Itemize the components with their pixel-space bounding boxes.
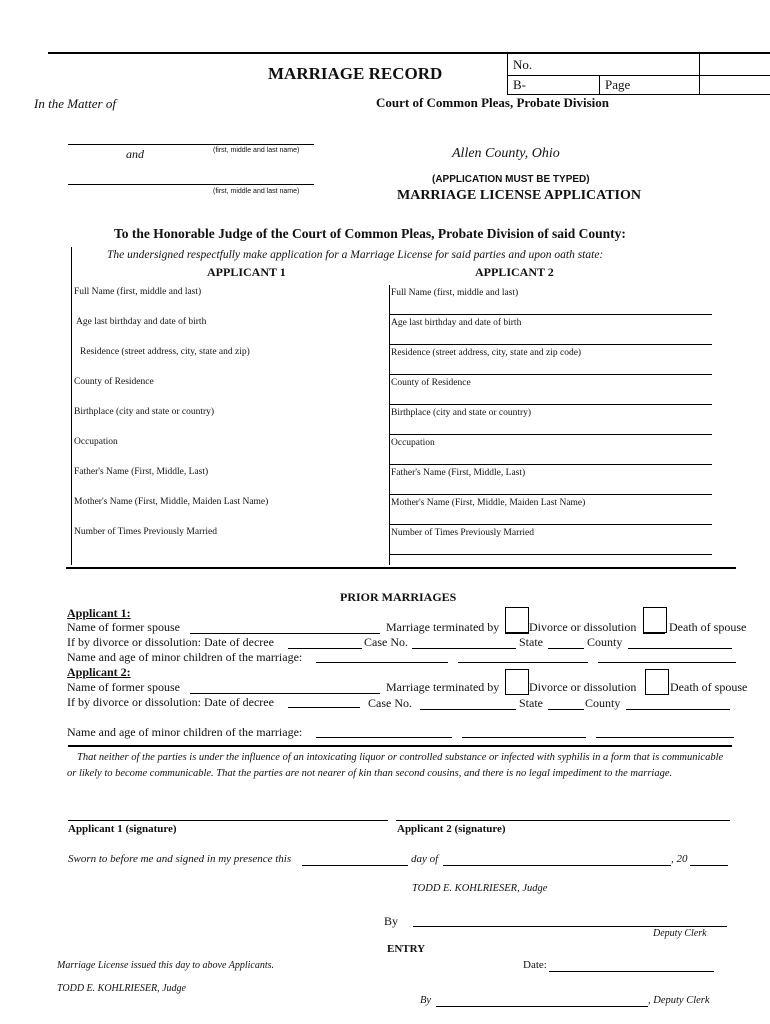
app1-death-line	[643, 633, 665, 634]
applicant1-signature-line[interactable]	[68, 820, 388, 821]
in-matter-label: In the Matter of	[34, 96, 116, 111]
prior-app1-heading: Applicant 1:	[67, 606, 131, 620]
app2-former-spouse-label: Name of former spouse	[67, 680, 180, 694]
applicant2-field-line[interactable]	[389, 524, 712, 525]
app1-decree-label: If by divorce or dissolution: Date of decree	[67, 635, 274, 649]
record-box-divider	[507, 75, 770, 76]
applicant1-name-line[interactable]	[68, 144, 314, 145]
oath-text: That neither of the parties is under the influence of an intoxicating liquor or controlled substance or infected with syphilis in a form that is communicable or likely to become communicable. That the parties are not nearer of kin than second cousins, and there is no legal impediment to the marriage.	[67, 752, 724, 779]
judge-name-2: TODD E. KOHLRIESER, Judge	[57, 983, 186, 994]
county-label: Allen County, Ohio	[452, 146, 560, 161]
app2-divorce-checkbox[interactable]	[505, 669, 529, 695]
by-signature-line[interactable]	[413, 926, 727, 927]
undersigned-line: The undersigned respectfully make application for a Marriage License for said parties and upon oath state:	[107, 249, 604, 261]
prior-marriages-title: PRIOR MARRIAGES	[340, 590, 457, 604]
app1-decree-line[interactable]	[288, 648, 362, 649]
date-label: Date:	[523, 959, 547, 971]
entry-heading: ENTRY	[387, 943, 426, 955]
applicant1-field-label: Full Name (first, middle and last)	[74, 287, 202, 297]
and-label: and	[126, 147, 144, 161]
court-name: Court of Common Pleas, Probate Division	[376, 95, 610, 110]
applicant2-field-line[interactable]	[389, 374, 712, 375]
applicant2-field-line[interactable]	[389, 434, 712, 435]
app1-state-line[interactable]	[548, 648, 584, 649]
sworn-year-line[interactable]	[690, 865, 728, 866]
applicant1-field-label: Father's Name (First, Middle, Last)	[74, 467, 209, 477]
applicant2-field-line[interactable]	[389, 404, 712, 405]
app1-children-line-1[interactable]	[316, 662, 448, 663]
applicant2-field-line[interactable]	[389, 314, 712, 315]
app2-caseno-line[interactable]	[420, 709, 516, 710]
applicant2-field-line[interactable]	[389, 554, 712, 555]
applicant2-field-label: Full Name (first, middle and last)	[391, 288, 519, 298]
app2-county-line[interactable]	[626, 709, 730, 710]
app1-state-label: State	[519, 635, 543, 649]
app1-children-line-3[interactable]	[598, 662, 736, 663]
applicant2-field-label: County of Residence	[391, 378, 471, 388]
sworn-label: Sworn to before me and signed in my presence this	[68, 853, 292, 865]
applicant1-field-label: Residence (street address, city, state and zip)	[80, 347, 250, 357]
applicant2-field-label: Residence (street address, city, state and zip code)	[391, 348, 582, 358]
by-signature-line-2[interactable]	[436, 1006, 648, 1007]
app1-death-label: Death of spouse	[669, 620, 747, 634]
applicant1-signature-label: Applicant 1 (signature)	[68, 823, 177, 835]
form-title: MARRIAGE LICENSE APPLICATION	[397, 188, 641, 203]
top-rule	[48, 52, 770, 54]
applicant2-field-line[interactable]	[389, 464, 712, 465]
app2-decree-line[interactable]	[288, 707, 360, 708]
app1-minor-children-label: Name and age of minor children of the marriage:	[67, 650, 303, 664]
app2-state-label: State	[519, 696, 543, 710]
app1-children-line-2[interactable]	[458, 662, 588, 663]
oath-top-rule	[68, 745, 732, 747]
app2-terminated-label: Marriage terminated by	[386, 680, 500, 694]
prior-app2-heading: Applicant 2:	[67, 665, 131, 679]
app1-county-line[interactable]	[628, 648, 732, 649]
applicant2-field-line[interactable]	[389, 494, 712, 495]
typed-notice: (APPLICATION MUST BE TYPED)	[432, 174, 590, 185]
name-hint-1: (first, middle and last name)	[213, 147, 300, 154]
applicant2-signature-line[interactable]	[396, 820, 730, 821]
app2-children-line-3[interactable]	[596, 737, 734, 738]
by-label-2: By	[420, 995, 432, 1006]
judge-name: TODD E. KOHLRIESER, Judge	[412, 883, 548, 894]
deputy-clerk-label: Deputy Clerk	[653, 928, 707, 939]
applicant1-field-label: Occupation	[74, 437, 118, 447]
record-no-label: No.	[513, 57, 533, 72]
day-of-label: day of	[411, 853, 439, 865]
record-box-page-divider	[599, 75, 600, 95]
sworn-month-line[interactable]	[443, 865, 671, 866]
record-page-label: Page	[605, 77, 631, 92]
applicant2-field-line[interactable]	[389, 344, 712, 345]
app2-minor-children-label: Name and age of minor children of the marriage:	[67, 725, 303, 739]
applicant1-field-label: Age last birthday and date of birth	[76, 317, 207, 327]
applicant1-field-label: County of Residence	[74, 377, 154, 387]
applicant2-heading: APPLICANT 2	[475, 265, 554, 279]
app2-divorce-label: Divorce or dissolution	[529, 680, 637, 694]
record-box-left	[507, 53, 508, 95]
app1-caseno-line[interactable]	[412, 648, 516, 649]
app2-former-spouse-line[interactable]	[190, 693, 380, 694]
to-judge-line: To the Honorable Judge of the Court of Common Pleas, Probate Division of said County:	[114, 226, 626, 241]
app1-county-label: County	[587, 635, 623, 649]
table-center-divider	[389, 285, 390, 565]
app1-caseno-label: Case No.	[364, 635, 408, 649]
app1-divorce-checkbox[interactable]	[505, 607, 529, 633]
record-b-label: B-	[513, 77, 526, 92]
applicant2-field-label: Mother's Name (First, Middle, Maiden Last Name)	[391, 498, 586, 508]
applicant2-field-label: Number of Times Previously Married	[391, 528, 535, 538]
applicant2-field-label: Occupation	[391, 438, 435, 448]
record-box-mid	[699, 53, 700, 95]
app2-decree-label: If by divorce or dissolution: Date of decree	[67, 695, 274, 709]
applicant2-signature-label: Applicant 2 (signature)	[397, 823, 506, 835]
applicant1-field-label: Number of Times Previously Married	[74, 527, 218, 537]
applicant1-heading: APPLICANT 1	[207, 265, 286, 279]
app2-county-label: County	[585, 696, 621, 710]
table-left-border	[71, 247, 72, 565]
table-bottom-rule	[66, 567, 736, 569]
app2-death-label: Death of spouse	[670, 680, 748, 694]
deputy-clerk-label-2: , Deputy Clerk	[648, 995, 710, 1006]
applicant1-field-label: Mother's Name (First, Middle, Maiden Last Name)	[74, 497, 269, 507]
applicant1-field-label: Birthplace (city and state or country)	[74, 407, 215, 417]
app1-death-checkbox[interactable]	[643, 607, 667, 633]
name-hint-2: (first, middle and last name)	[213, 188, 300, 195]
applicant2-name-line[interactable]	[68, 184, 314, 185]
app1-terminated-label: Marriage terminated by	[386, 620, 500, 634]
applicant2-field-label: Father's Name (First, Middle, Last)	[391, 468, 526, 478]
record-title: MARRIAGE RECORD	[268, 64, 443, 83]
app2-children-line-2[interactable]	[462, 737, 586, 738]
app1-divorce-label: Divorce or dissolution	[529, 620, 637, 634]
app2-caseno-label: Case No.	[368, 696, 412, 710]
date-line[interactable]	[549, 971, 714, 972]
sworn-day-line[interactable]	[302, 865, 408, 866]
app2-death-checkbox[interactable]	[645, 669, 669, 695]
applicant2-field-label: Age last birthday and date of birth	[391, 318, 522, 328]
applicant2-field-label: Birthplace (city and state or country)	[391, 408, 532, 418]
app2-state-line[interactable]	[548, 709, 584, 710]
by-label: By	[384, 914, 399, 928]
app1-terminated-line	[505, 633, 529, 634]
app1-former-spouse-label: Name of former spouse	[67, 620, 180, 634]
year-label: , 20	[671, 853, 688, 865]
app2-children-line-1[interactable]	[316, 737, 452, 738]
issued-statement: Marriage License issued this day to above Applicants.	[57, 960, 275, 971]
app1-former-spouse-line[interactable]	[190, 633, 380, 634]
